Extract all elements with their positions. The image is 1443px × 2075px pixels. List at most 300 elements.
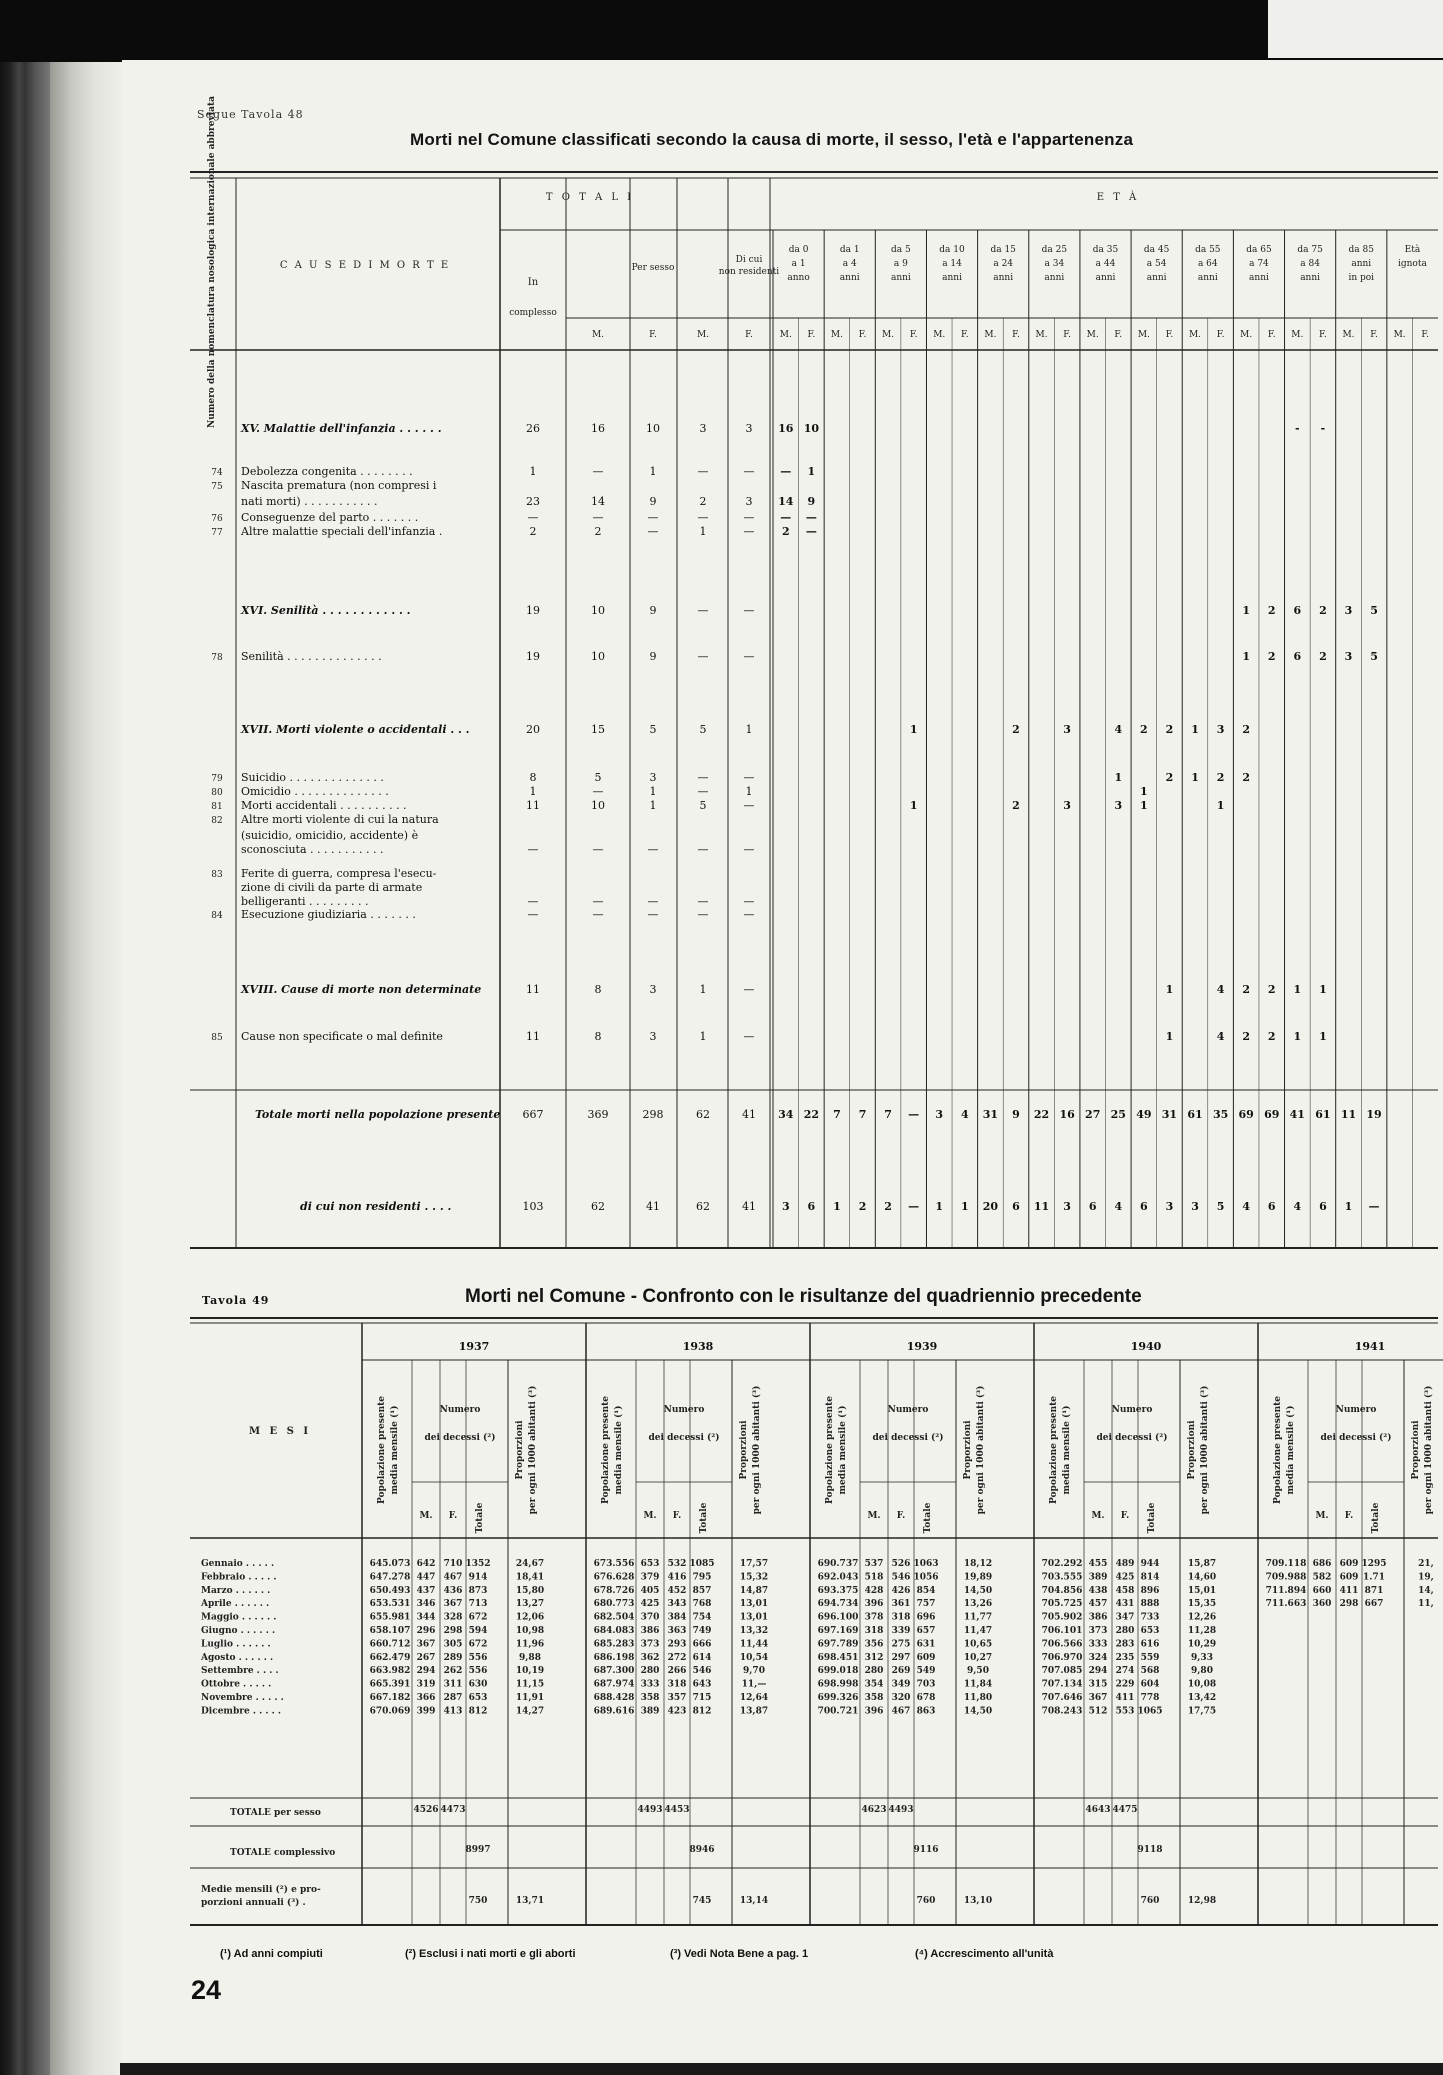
age-count: 2 [1216, 771, 1225, 784]
cause-label: nati morti) . . . . . . . . . . . [241, 495, 378, 508]
population-value: 699.018 [817, 1666, 859, 1677]
age-count: 41 [1289, 1108, 1305, 1121]
population-value: 697.789 [817, 1639, 859, 1650]
total-deaths: 871 [1364, 1585, 1384, 1596]
female-count: 1 [649, 465, 657, 478]
total-deaths: 863 [916, 1706, 936, 1717]
nonres-female-count: 41 [742, 1108, 756, 1121]
male-count: 5 [594, 771, 602, 784]
proportion-value: 10,54 [739, 1652, 769, 1663]
age-group-label: anni [1044, 273, 1065, 283]
population-value: 670.069 [369, 1706, 411, 1717]
population-value: 647.278 [369, 1572, 411, 1583]
proportion-value: 13,26 [963, 1599, 993, 1610]
proportion-value: 11,84 [963, 1679, 993, 1690]
nonres-female-count: — [743, 650, 755, 663]
male-deaths: 396 [864, 1706, 884, 1717]
total-deaths: 715 [692, 1693, 712, 1703]
cause-label: (suicidio, omicidio, accidente) è [241, 829, 419, 842]
f-header: F. [672, 1511, 682, 1521]
total-count: 103 [522, 1200, 544, 1213]
age-count: 61 [1315, 1108, 1331, 1121]
female-count: 1 [649, 785, 657, 798]
mean-label-2: porzioni annuali (³) . [201, 1898, 306, 1908]
age-group-label: da 1 [839, 245, 860, 255]
annual-proportion: 12,98 [1187, 1896, 1217, 1906]
proportion-value: 13,42 [1187, 1693, 1217, 1703]
age-count: 1 [1191, 771, 1199, 784]
proportion-value: 12,26 [1187, 1612, 1217, 1623]
age-group-label: ignota [1398, 259, 1427, 269]
in-header: In [527, 277, 539, 288]
population-value: 692.043 [817, 1572, 859, 1583]
month-label: Giugno . . . . . . [201, 1626, 276, 1636]
age-group-label: anni [1300, 273, 1321, 283]
mesi-header: M E S I [248, 1426, 312, 1437]
age-count: 7 [833, 1108, 841, 1121]
female-count: 9 [649, 604, 657, 617]
male-count: — [592, 895, 604, 908]
female-deaths: 357 [667, 1693, 687, 1703]
male-deaths: 373 [1088, 1626, 1108, 1636]
cause-label: Cause non specificate o mal definite [241, 1030, 443, 1043]
proportion-value: 10,29 [1187, 1639, 1217, 1650]
age-count: 3 [1191, 1200, 1199, 1213]
male-deaths: 447 [416, 1572, 436, 1583]
female-deaths: 526 [891, 1559, 911, 1569]
female-count: 41 [646, 1200, 660, 1213]
male-count: 10 [591, 650, 605, 663]
age-count: — [805, 525, 817, 538]
age-count: 2 [1242, 723, 1251, 736]
numero-header: Numero [439, 1405, 481, 1415]
female-count: — [647, 843, 659, 856]
female-deaths: 349 [891, 1679, 911, 1690]
female-deaths: 343 [667, 1599, 687, 1610]
proportion-value: 17,57 [739, 1559, 769, 1569]
nonres-male-count: — [697, 908, 709, 921]
footnote-4: (⁴) Accrescimento all'unità [915, 1948, 1054, 1960]
totale-header: Totale [1147, 1502, 1157, 1534]
monthly-mean: 750 [468, 1896, 488, 1906]
age-group-label: da 25 [1041, 245, 1068, 255]
total-deaths: 604 [1140, 1679, 1160, 1690]
age-group-label: da 35 [1092, 245, 1119, 255]
male-count: 16 [591, 422, 605, 435]
nonres-male-count: 1 [699, 983, 707, 996]
female-count: — [647, 908, 659, 921]
total-deaths: 631 [916, 1639, 936, 1650]
male-deaths: 318 [864, 1626, 884, 1636]
cause-label: Nascita prematura (non compresi i [241, 479, 437, 492]
age-count: 2 [1140, 723, 1148, 736]
total-deaths: 559 [1140, 1652, 1160, 1663]
nonres-female-count: — [743, 465, 755, 478]
male-deaths: 437 [416, 1585, 436, 1596]
population-header-2: media mensile (¹) [838, 1405, 848, 1495]
age-group-label: da 55 [1195, 245, 1221, 255]
age-count: 3 [1063, 799, 1071, 812]
footnote-2: (²) Esclusi i nati morti e gli aborti [405, 1948, 576, 1960]
age-group-label: anno [787, 273, 810, 283]
age-group-label: anni [1095, 273, 1116, 283]
male-count: — [592, 908, 604, 921]
age-count: 14 [778, 495, 794, 508]
age-count: 1 [1319, 983, 1327, 996]
age-count: 2 [1267, 650, 1276, 663]
female-count: 9 [649, 495, 657, 508]
age-f-label: F. [807, 330, 816, 340]
nonres-male-count: — [697, 511, 709, 524]
age-f-label: F. [960, 330, 969, 340]
age-group-label: anni [1146, 273, 1167, 283]
total-deaths: 854 [916, 1585, 936, 1596]
total-deaths: 873 [468, 1585, 488, 1596]
female-deaths: 532 [667, 1559, 687, 1569]
population-value: 707.134 [1041, 1679, 1083, 1690]
population-value: 694.734 [817, 1599, 859, 1610]
age-count: 2 [1012, 723, 1020, 736]
f-header: F. [649, 330, 657, 340]
age-count: 3 [781, 1200, 790, 1213]
total-deaths: 1063 [913, 1559, 939, 1569]
causes-header: C A U S E D I M O R T E [279, 260, 451, 271]
male-deaths: 280 [864, 1666, 884, 1677]
female-count: 298 [642, 1108, 664, 1121]
decessi-header: dei decessi (²) [648, 1433, 720, 1443]
age-count: 6 [1012, 1200, 1020, 1213]
age-group-label: anni [890, 273, 911, 283]
population-value: 697.169 [817, 1626, 859, 1636]
age-count: 1 [1140, 799, 1148, 812]
female-deaths: 274 [1115, 1666, 1135, 1677]
age-f-label: F. [1063, 330, 1071, 340]
male-deaths: 425 [640, 1599, 660, 1610]
female-deaths: 413 [443, 1706, 463, 1717]
cause-label: XVIII. Cause di morte non determinate [241, 983, 482, 996]
male-deaths: 366 [416, 1693, 436, 1703]
male-deaths: 399 [416, 1706, 436, 1717]
female-deaths: 272 [667, 1652, 687, 1663]
age-count: 2 [884, 1200, 892, 1213]
population-value: 678.726 [593, 1585, 635, 1596]
female-count: 10 [646, 422, 660, 435]
total-deaths: 768 [692, 1599, 712, 1610]
total-deaths: 896 [1140, 1585, 1160, 1596]
male-count: 15 [591, 723, 605, 736]
age-count: 9 [807, 495, 816, 508]
population-value: 673.556 [593, 1559, 635, 1569]
f-header: F. [745, 330, 753, 340]
age-count: 49 [1136, 1108, 1152, 1121]
female-deaths: 609 [1339, 1559, 1359, 1569]
age-group-label: a 74 [1249, 259, 1269, 269]
total-count: — [527, 511, 539, 524]
age-count: — [908, 1108, 920, 1121]
total-deaths: 757 [916, 1599, 936, 1610]
male-count: 8 [594, 1030, 602, 1043]
nonres-male-count: — [697, 771, 709, 784]
total-deaths: 672 [468, 1612, 488, 1623]
female-deaths: 318 [667, 1679, 687, 1690]
male-deaths: 653 [640, 1559, 660, 1569]
female-deaths: 287 [443, 1693, 463, 1703]
population-value: 650.493 [369, 1585, 411, 1596]
population-value: 687.974 [593, 1679, 635, 1690]
male-deaths: 294 [1088, 1666, 1108, 1677]
age-count: 4 [1293, 1200, 1302, 1213]
age-group-label: a 64 [1197, 259, 1218, 269]
per-sesso-header: Per sesso [631, 263, 675, 273]
nonres-female-count: 3 [745, 495, 753, 508]
numero-header: Numero [1335, 1405, 1377, 1415]
female-deaths: 298 [443, 1626, 463, 1636]
age-m-label: M. [1291, 330, 1304, 340]
population-header-2: media mensile (¹) [1286, 1405, 1296, 1495]
population-value: 663.982 [369, 1666, 411, 1677]
total-per-sex-label: TOTALE per sesso [230, 1808, 321, 1818]
age-count: 6 [1140, 1200, 1148, 1213]
age-count: 2 [1165, 723, 1174, 736]
age-count: 1 [1293, 983, 1302, 996]
total-count: 11 [526, 1030, 540, 1043]
annual-proportion: 13,14 [739, 1896, 769, 1906]
total-overall: 9118 [1137, 1845, 1163, 1855]
total-deaths: 812 [468, 1706, 488, 1717]
age-group-label: anni [839, 273, 860, 283]
total-deaths: 614 [692, 1652, 712, 1663]
cause-label: Suicidio . . . . . . . . . . . . . . [241, 771, 384, 784]
table-48-title: Morti nel Comune classificati secondo la causa di morte, il sesso, l'età e l'appartenenza [410, 130, 1134, 149]
male-deaths: 280 [640, 1666, 660, 1677]
population-value: 707.646 [1041, 1693, 1083, 1703]
female-deaths: 320 [891, 1693, 911, 1703]
age-count: - [1320, 422, 1326, 435]
female-deaths: 416 [667, 1572, 687, 1583]
age-count: 2 [1267, 983, 1276, 996]
age-count: 1 [909, 799, 918, 812]
cause-label: Ferite di guerra, compresa l'esecu- [241, 867, 437, 880]
proportion-value: 11,44 [739, 1639, 769, 1650]
nomenclature-number: 75 [211, 482, 223, 492]
total-deaths: 568 [1140, 1666, 1160, 1677]
total-deaths: 666 [692, 1639, 712, 1650]
cause-label: belligeranti . . . . . . . . . [241, 895, 369, 908]
proportion-value: 11,96 [515, 1639, 545, 1650]
population-value: 686.198 [593, 1652, 635, 1663]
nonres-female-count: — [743, 799, 755, 812]
age-count: 7 [858, 1108, 867, 1121]
total-overall-label: TOTALE complessivo [230, 1848, 336, 1858]
total-deaths: 594 [468, 1626, 488, 1636]
cause-label: Omicidio . . . . . . . . . . . . . . [241, 785, 389, 798]
proportion-value: 18,41 [515, 1572, 545, 1583]
population-value: 658.107 [369, 1626, 411, 1636]
female-deaths: 318 [891, 1612, 911, 1623]
age-f-label: F. [1421, 330, 1430, 340]
population-value: 667.182 [369, 1693, 411, 1703]
population-value: 699.326 [817, 1693, 859, 1703]
footnote-3: (³) Vedi Nota Bene a pag. 1 [670, 1948, 809, 1960]
male-deaths: 396 [864, 1599, 884, 1610]
population-header: Popolazione presente [377, 1396, 387, 1504]
population-header-2: media mensile (¹) [390, 1405, 400, 1495]
proportion-value: 11,77 [963, 1612, 993, 1623]
di-cui-header: Di cui [735, 255, 763, 265]
age-count: 16 [1059, 1108, 1075, 1121]
population-value: 687.300 [593, 1666, 635, 1677]
proportion-value: 11, [1418, 1599, 1434, 1610]
female-count: 3 [649, 771, 657, 784]
nomenclature-number: 82 [211, 816, 223, 826]
age-count: 1 [807, 465, 816, 478]
population-value: 708.243 [1041, 1706, 1083, 1717]
decessi-header: dei decessi (²) [1320, 1433, 1392, 1443]
age-m-label: M. [1188, 330, 1202, 340]
proportion-value: 9,80 [1191, 1666, 1213, 1677]
population-header-2: media mensile (¹) [614, 1405, 624, 1495]
cause-label: Conseguenze del parto . . . . . . . [241, 511, 419, 524]
age-count: - [1295, 422, 1300, 435]
proportion-value: 10,19 [515, 1666, 545, 1677]
male-deaths: 360 [1312, 1599, 1332, 1610]
total-overall: 8946 [689, 1845, 715, 1855]
age-f-label: F. [1319, 330, 1327, 340]
male-count: 8 [594, 983, 602, 996]
total-count: 19 [526, 604, 540, 617]
age-count: 3 [1216, 723, 1225, 736]
cause-label: Debolezza congenita . . . . . . . . [241, 465, 413, 478]
age-count: 3 [1344, 604, 1353, 617]
month-label: Gennaio . . . . . [201, 1559, 275, 1569]
nonres-male-count: 5 [699, 723, 707, 736]
age-count: 7 [884, 1108, 892, 1121]
age-count: 2 [1267, 604, 1276, 617]
total-deaths: 733 [1140, 1612, 1160, 1623]
male-count: 10 [591, 604, 605, 617]
table-49-title: Morti nel Comune - Confronto con le risultanze del quadriennio precedente [465, 1286, 1142, 1307]
population-value: 676.628 [593, 1572, 635, 1583]
proportion-header-2: per ogni 1000 abitanti (³) [528, 1385, 538, 1515]
male-deaths: 660 [1312, 1585, 1332, 1596]
age-group-label: in poi [1348, 273, 1375, 283]
nonres-female-count: 41 [742, 1200, 756, 1213]
male-deaths: 379 [640, 1572, 660, 1583]
proportion-value: 13,27 [515, 1599, 545, 1610]
month-label: Luglio . . . . . . [201, 1639, 271, 1650]
total-count: 19 [526, 650, 540, 663]
male-deaths: 455 [1088, 1559, 1108, 1569]
annual-proportion: 13,71 [515, 1896, 545, 1906]
age-count: 1 [1293, 1030, 1302, 1043]
age-count: 6 [1088, 1200, 1097, 1213]
female-deaths: 553 [1115, 1706, 1135, 1717]
female-deaths: 289 [443, 1652, 463, 1663]
male-count: — [592, 465, 604, 478]
female-deaths: 275 [891, 1639, 911, 1650]
total-male: 4526 [413, 1805, 439, 1815]
female-deaths: 293 [667, 1639, 687, 1650]
cause-label: Morti accidentali . . . . . . . . . . [241, 799, 407, 812]
proportion-header-2: per ogni 1000 abitanti (³) [1200, 1385, 1210, 1515]
age-group-label: a 14 [942, 259, 962, 269]
nonres-female-count: — [743, 511, 755, 524]
age-count: 2 [1242, 1030, 1251, 1043]
nonres-male-count: 62 [696, 1200, 710, 1213]
total-deaths: 616 [1140, 1639, 1160, 1650]
month-label: Agosto . . . . . . [201, 1652, 274, 1663]
male-deaths: 296 [416, 1626, 436, 1636]
total-count: — [527, 908, 539, 921]
total-female: 4493 [888, 1805, 914, 1815]
proportion-header-2: per ogni 1000 abitanti (³) [976, 1385, 986, 1515]
male-count: 2 [594, 525, 602, 538]
female-count: 3 [649, 1030, 657, 1043]
cause-label: zione di civili da parte di armate [241, 881, 423, 894]
population-header: Popolazione presente [601, 1396, 611, 1504]
proportion-value: 14,60 [1187, 1572, 1217, 1583]
mean-label: Medie mensili (²) e pro- [201, 1885, 321, 1895]
nonres-female-count: — [743, 771, 755, 784]
total-female: 4475 [1112, 1805, 1138, 1815]
monthly-mean: 760 [916, 1896, 936, 1906]
male-deaths: 373 [640, 1639, 660, 1650]
age-count: 61 [1187, 1108, 1203, 1121]
proportion-value: 15,01 [1187, 1585, 1217, 1596]
male-deaths: 405 [640, 1585, 660, 1596]
total-deaths: 888 [1140, 1599, 1160, 1610]
age-m-label: M. [933, 330, 946, 340]
male-deaths: 294 [416, 1666, 436, 1677]
total-female: 4473 [440, 1805, 466, 1815]
age-group-label: da 45 [1143, 245, 1170, 255]
male-deaths: 312 [864, 1652, 884, 1663]
nonres-female-count: 1 [745, 785, 753, 798]
population-value: 705.902 [1041, 1612, 1083, 1623]
age-group-label: a 44 [1095, 259, 1116, 269]
male-deaths: 362 [640, 1652, 660, 1663]
age-count: — [780, 511, 792, 524]
total-deaths: 657 [916, 1626, 936, 1636]
age-count: 1 [1140, 785, 1148, 798]
male-deaths: 518 [864, 1572, 884, 1583]
female-deaths: 328 [443, 1612, 463, 1623]
age-count: 4 [960, 1108, 969, 1121]
cause-label: Totale morti nella popolazione presente [255, 1108, 501, 1121]
female-deaths: 411 [1339, 1585, 1359, 1596]
age-count: 5 [1370, 650, 1378, 663]
year-header: 1938 [682, 1340, 714, 1353]
age-count: 1 [935, 1200, 944, 1213]
age-m-label: M. [1240, 330, 1253, 340]
age-count: 1 [1242, 604, 1251, 617]
female-deaths: 426 [891, 1585, 911, 1596]
nonres-male-count: — [697, 785, 709, 798]
month-label: Dicembre . . . . . [201, 1706, 282, 1717]
proportion-header: Proporzioni [515, 1420, 525, 1480]
m-header: M. [643, 1511, 657, 1521]
nonres-male-count: 5 [699, 799, 707, 812]
total-deaths: 814 [1140, 1572, 1160, 1583]
age-group-label: a 24 [993, 259, 1014, 269]
total-deaths: 609 [916, 1652, 936, 1663]
total-deaths: 1065 [1137, 1706, 1163, 1717]
age-count: 2 [781, 525, 790, 538]
female-deaths: 452 [667, 1585, 687, 1596]
non-residenti-header: non residenti [718, 267, 780, 277]
total-deaths: 1056 [913, 1572, 939, 1583]
proportion-value: 15,35 [1187, 1599, 1217, 1610]
